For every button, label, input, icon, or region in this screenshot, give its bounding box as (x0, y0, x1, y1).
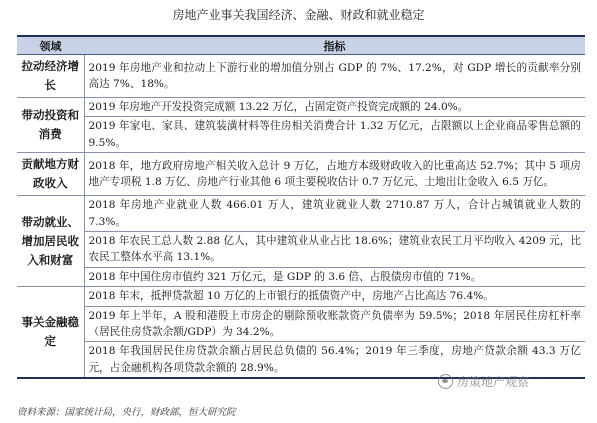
table-row (17, 267, 585, 286)
indicator-column-header: 指标 (84, 36, 585, 55)
table-row (17, 196, 585, 232)
source-note: 资料来源：国家统计局，央行，财政部，恒大研究院 (17, 407, 236, 418)
indicator-cell: 2018 年房地产业就业人数 466.01 万人，建筑业就业人数 2710.87 万人，合计占城镇就业人数的 7.3%。 (84, 196, 585, 232)
table-row (17, 306, 585, 342)
indicator-cell: 2019 年房地产开发投资完成额 13.22 万亿，占固定资产投资完成额的 24.0%。 (84, 98, 585, 117)
indicator-cell: 2018 年末，抵押贷款超 10 万亿的上市银行的抵债资产中，房地产占比高达 76.4%。 (84, 287, 585, 306)
indicator-cell: 2018 年农民工总人数 2.88 亿人，其中建筑业从业占比 18.6%；建筑业农民工月平均收入 4209 元，比农民工整体水平高 13.1%。 (84, 232, 585, 268)
domain-cell: 拉动经济增长 (17, 55, 84, 98)
domain-cell: 带动投资和消费 (17, 98, 84, 153)
table-row (17, 232, 585, 268)
table-row (17, 55, 585, 98)
wechat-icon (438, 374, 453, 389)
table-row (17, 287, 585, 306)
header-row (17, 36, 585, 55)
table-row (17, 117, 585, 153)
indicator-cell: 2019 年家电、家具、建筑装潢材料等住房相关消费合计 1.32 万亿元，占限额以上企业商品零售总额的 9.5%。 (84, 117, 585, 153)
domain-cell: 带动就业、增加居民收入和财富 (17, 196, 84, 287)
indicator-cell: 2018 年，地方政府房地产相关收入总计 9 万亿，占地方本级财政收入的比重高达 52.7%；其中 5 项房地产专项税 1.8 万亿、房地产行业其他 6 项主要税收估计 0.7 万亿元、土地出让金收入 6.5 万亿。 (84, 153, 585, 196)
table-title: 房地产业事关我国经济、金融、财政和就业稳定 (172, 8, 425, 22)
indicator-cell: 2018 年中国住房市值约 321 万亿元，是 GDP 的 3.6 倍、占股债房市值的 71%。 (84, 267, 585, 286)
indicator-cell: 2019 年房地产业和拉动上下游行业的增加值分别占 GDP 的 7%、17.2%，对 GDP 增长的贡献率分别高达 7%、18%。 (84, 55, 585, 98)
domain-cell: 贡献地方财政收入 (17, 153, 84, 196)
indicator-cell: 2019 年上半年，A 股和港股上市房企的剔除预收账款资产负债率为 59.5%；2018 年居民住房杠杆率（居民住房贷款余额/GDP）为 34.2%。 (84, 306, 585, 342)
table-row (17, 98, 585, 117)
watermark-text: 房策地产观察 (457, 374, 530, 389)
watermark (438, 372, 529, 390)
table-row (17, 153, 585, 196)
domain-column-header: 领域 (17, 36, 84, 55)
data-table (17, 35, 585, 379)
domain-cell: 事关金融稳定 (17, 287, 84, 379)
indicator-cell: 2018 年我国居民住房贷款余额占居民总负债的 56.4%；2019 年三季度，房地产贷款余额 43.3 万亿元，占金融机构各项贷款余额的 28.9%。 (88, 345, 581, 374)
